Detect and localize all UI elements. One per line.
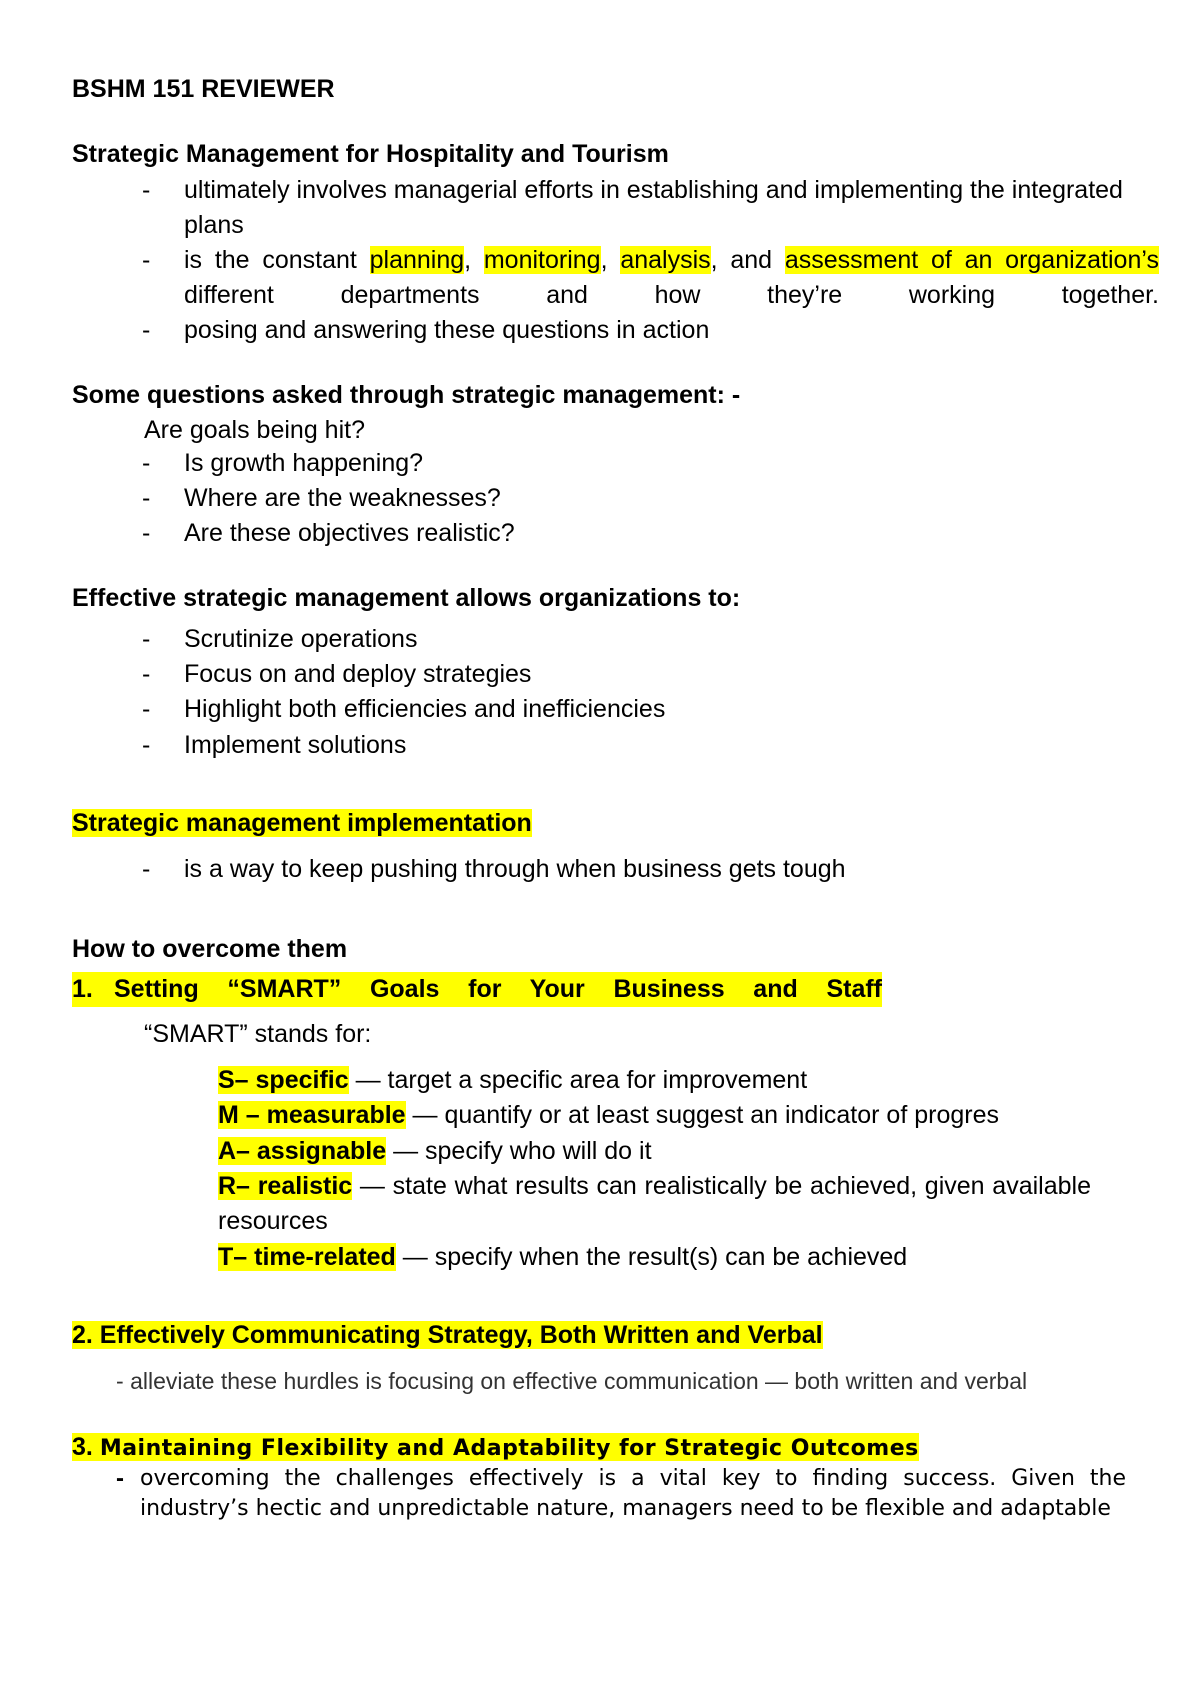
- bullet-dash: -: [116, 1465, 124, 1492]
- smart-item-r: R– realistic — state what results can realistically be achieved, given available resources: [218, 1172, 1091, 1235]
- bullet-dash: -: [142, 731, 151, 759]
- list-item-text: Are these objectives realistic?: [184, 519, 515, 547]
- bullet-dash: -: [142, 660, 151, 688]
- goal-1-heading: 1. Setting “SMART” Goals for Your Business and Staff: [72, 972, 882, 1007]
- bullet-dash: -: [142, 316, 151, 344]
- highlight-analysis: analysis: [620, 246, 711, 274]
- bullet-dash: -: [142, 484, 151, 512]
- highlight-planning: planning: [369, 246, 465, 274]
- list-item-text: posing and answering these questions in action: [184, 316, 710, 344]
- list-item-text: is a way to keep pushing through when business gets tough: [184, 855, 846, 883]
- bullet-dash: -: [142, 695, 151, 723]
- bullet-dash: -: [142, 449, 151, 477]
- bullet-dash: -: [142, 519, 151, 547]
- list-item-text: Where are the weaknesses?: [184, 484, 501, 512]
- goal-2-heading: 2. Effectively Communicating Strategy, Both Written and Verbal: [72, 1321, 823, 1349]
- list-item: [142, 173, 1200, 243]
- smart-intro: “SMART” stands for:: [144, 1020, 372, 1048]
- smart-item-a: A– assignable — specify who will do it: [218, 1137, 652, 1165]
- question-text: Are goals being hit?: [144, 416, 365, 444]
- section-heading-questions: Some questions asked through strategic management: -: [72, 381, 741, 409]
- list-item-text: is the constant planning, monitoring, analysis, and assessment of an organization’s different departments and how they’re working together.: [184, 246, 1159, 309]
- list-item-text: Is growth happening?: [184, 449, 424, 477]
- list-item-text: Highlight both efficiencies and inefficiencies: [184, 695, 666, 723]
- bullet-dash: -: [116, 1368, 124, 1394]
- document-title: BSHM 151 REVIEWER: [72, 75, 335, 103]
- list-item-text: Scrutinize operations: [184, 625, 418, 653]
- list-item-text: Focus on and deploy strategies: [184, 660, 532, 688]
- highlight-assessment: assessment of an organization’s: [784, 246, 1159, 274]
- goal-2-text: - alleviate these hurdles is focusing on effective communication — both written and verbal: [116, 1368, 1028, 1394]
- list-item: [142, 243, 1200, 313]
- goal-3-text: - overcoming the challenges effectively is a vital key to finding success. Given the industry’s hectic and unpredictable nature, managers need to be flexible and adaptable: [116, 1465, 1126, 1521]
- bullet-dash: -: [142, 625, 151, 653]
- highlight-monitoring: monitoring: [483, 246, 601, 274]
- list-item-text: Implement solutions: [184, 731, 407, 759]
- bullet-dash: -: [142, 246, 151, 274]
- smart-item-m: M – measurable — quantify or at least suggest an indicator of progres: [218, 1101, 999, 1129]
- section-heading-implementation: Strategic management implementation: [72, 809, 532, 837]
- section-heading-strategic-management: Strategic Management for Hospitality and Tourism: [72, 140, 669, 168]
- bullet-dash: -: [142, 176, 151, 204]
- smart-item-s: S– specific — target a specific area for improvement: [218, 1066, 808, 1094]
- section-heading-overcome: How to overcome them: [72, 935, 348, 963]
- goal-3-heading: 3. Maintaining Flexibility and Adaptability for Strategic Outcomes: [72, 1433, 919, 1461]
- smart-item-t: T– time-related — specify when the result(s) can be achieved: [218, 1243, 908, 1271]
- list-item-text: ultimately involves managerial efforts in establishing and implementing the integrated plans: [184, 176, 1123, 239]
- section-heading-effective: Effective strategic management allows organizations to:: [72, 584, 741, 612]
- bullet-dash: -: [142, 855, 151, 883]
